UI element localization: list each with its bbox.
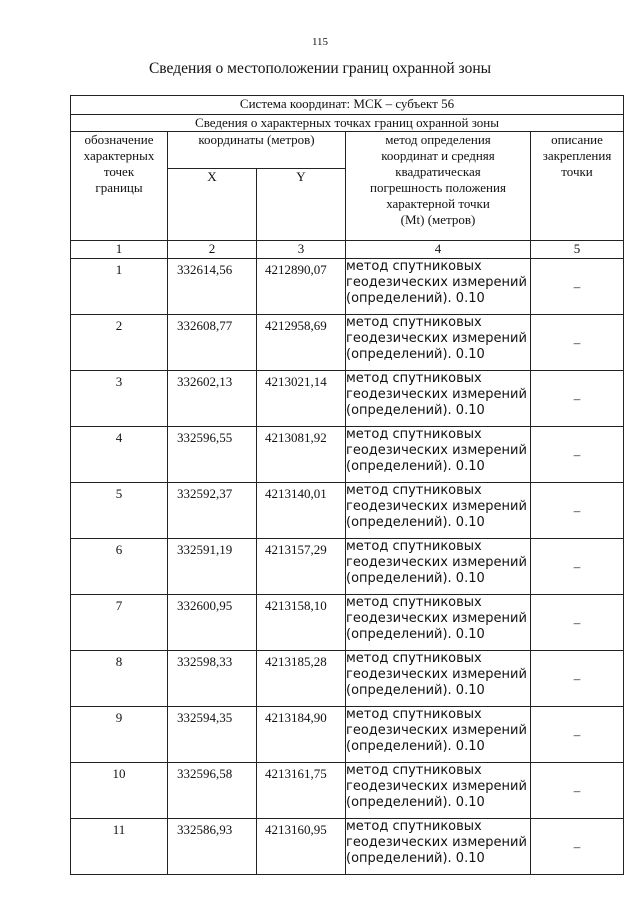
description-cell: – [531,707,624,763]
table-row [71,595,624,651]
header-y: Y [257,169,346,241]
y-coordinate-cell: 4213157,29 [257,539,346,595]
table-row [71,539,624,595]
point-cell: 8 [71,651,168,707]
table-row [71,763,624,819]
boundary-points-table [70,95,624,875]
column-number: 5 [531,241,624,259]
header-point-designation [71,132,168,241]
method-cell: метод спутниковых геодезических измерений (определений). 0.10 [346,595,531,651]
point-cell: 4 [71,427,168,483]
header-line: (Mt) (метров) [400,212,476,227]
description-cell: – [531,371,624,427]
x-coordinate-cell: 332596,58 [168,763,257,819]
header-line: характерной точки [386,196,490,211]
x-coordinate-cell: 332600,95 [168,595,257,651]
y-coordinate-cell: 4213140,01 [257,483,346,539]
method-cell: метод спутниковых геодезических измерений (определений). 0.10 [346,259,531,315]
method-cell: метод спутниковых геодезических измерений (определений). 0.10 [346,707,531,763]
y-coordinate-cell: 4212890,07 [257,259,346,315]
header-method [346,132,531,241]
method-cell: метод спутниковых геодезических измерений (определений). 0.10 [346,371,531,427]
table-row [71,483,624,539]
table-row [71,259,624,315]
header-line: характерных [83,148,155,163]
y-coordinate-cell: 4213161,75 [257,763,346,819]
y-coordinate-cell: 4213185,28 [257,651,346,707]
table-row [71,315,624,371]
header-x: X [168,169,257,241]
info-cell: Сведения о характерных точках границ охранной зоны [71,115,624,132]
method-cell: метод спутниковых геодезических измерений (определений). 0.10 [346,651,531,707]
x-coordinate-cell: 332608,77 [168,315,257,371]
description-cell: – [531,427,624,483]
x-coordinate-cell: 332591,19 [168,539,257,595]
y-coordinate-cell: 4213081,92 [257,427,346,483]
method-cell: метод спутниковых геодезических измерений (определений). 0.10 [346,483,531,539]
method-cell: метод спутниковых геодезических измерений (определений). 0.10 [346,427,531,483]
header-line: погрешность положения [370,180,506,195]
description-cell: – [531,763,624,819]
point-cell: 5 [71,483,168,539]
header-line: квадратическая [395,164,481,179]
point-cell: 2 [71,315,168,371]
x-coordinate-cell: 332586,93 [168,819,257,875]
header-line: обозначение [84,132,154,147]
table-row [71,427,624,483]
table-row [71,371,624,427]
table-row [71,651,624,707]
x-coordinate-cell: 332594,35 [168,707,257,763]
method-cell: метод спутниковых геодезических измерений (определений). 0.10 [346,763,531,819]
page-number: 115 [311,36,329,48]
description-cell: – [531,315,624,371]
header-line: точки [561,164,593,179]
x-coordinate-cell: 332596,55 [168,427,257,483]
column-number: 1 [71,241,168,259]
header-line: координат и средняя [381,148,495,163]
method-cell: метод спутниковых геодезических измерений (определений). 0.10 [346,819,531,875]
method-cell: метод спутниковых геодезических измерений (определений). 0.10 [346,315,531,371]
x-coordinate-cell: 332614,56 [168,259,257,315]
y-coordinate-cell: 4213184,90 [257,707,346,763]
header-line: метод определения [385,132,491,147]
header-line: границы [95,180,143,195]
header-line: точек [103,164,135,179]
info-row [71,115,624,132]
description-cell: – [531,819,624,875]
point-cell: 11 [71,819,168,875]
column-number: 4 [346,241,531,259]
method-cell: метод спутниковых геодезических измерений (определений). 0.10 [346,539,531,595]
y-coordinate-cell: 4212958,69 [257,315,346,371]
description-cell: – [531,483,624,539]
description-cell: – [531,595,624,651]
description-cell: – [531,539,624,595]
x-coordinate-cell: 332602,13 [168,371,257,427]
x-coordinate-cell: 332598,33 [168,651,257,707]
point-cell: 9 [71,707,168,763]
column-number: 3 [257,241,346,259]
y-coordinate-cell: 4213160,95 [257,819,346,875]
column-number: 2 [168,241,257,259]
coordinate-system-cell: Система координат: МСК – субъект 56 [71,96,624,115]
point-cell: 7 [71,595,168,651]
table-row [71,707,624,763]
table-row [71,819,624,875]
description-cell: – [531,259,624,315]
coordinate-system-row [71,96,624,115]
header-row [71,132,624,169]
header-line: описание [551,132,603,147]
point-cell: 3 [71,371,168,427]
point-cell: 10 [71,763,168,819]
header-line: закрепления [542,148,612,163]
header-coordinates: координаты (метров) [168,132,346,169]
x-coordinate-cell: 332592,37 [168,483,257,539]
point-cell: 1 [71,259,168,315]
y-coordinate-cell: 4213158,10 [257,595,346,651]
header-description [531,132,624,241]
column-numbers-row [71,241,624,259]
document-title: Сведения о местоположении границ охранной зоны [148,60,492,77]
point-cell: 6 [71,539,168,595]
y-coordinate-cell: 4213021,14 [257,371,346,427]
description-cell: – [531,651,624,707]
